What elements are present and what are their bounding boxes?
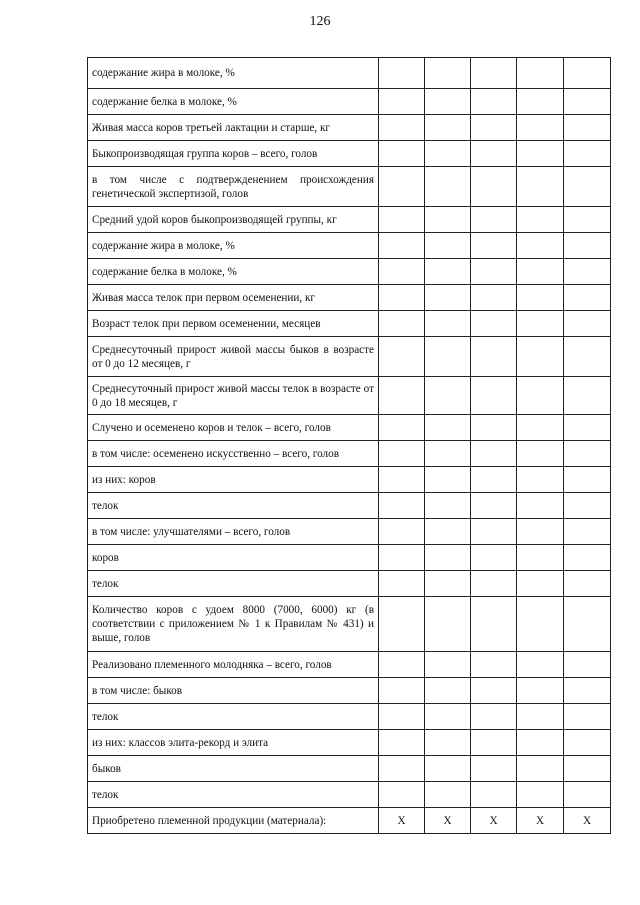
row-label: Реализовано племенного молодняка – всего, голов bbox=[88, 652, 379, 678]
value-cell bbox=[471, 597, 517, 652]
value-cell: X bbox=[517, 808, 564, 834]
table-row bbox=[88, 285, 611, 311]
table-row bbox=[88, 259, 611, 285]
value-cell bbox=[564, 441, 611, 467]
value-cell bbox=[471, 233, 517, 259]
row-label: в том числе с подтвержденением происхождения генетической экспертизой, голов bbox=[88, 167, 379, 207]
value-cell bbox=[379, 597, 425, 652]
value-cell bbox=[564, 571, 611, 597]
value-cell bbox=[517, 571, 564, 597]
table-body bbox=[88, 58, 611, 834]
value-cell bbox=[379, 89, 425, 115]
value-cell bbox=[564, 652, 611, 678]
value-cell bbox=[471, 545, 517, 571]
value-cell bbox=[564, 377, 611, 415]
row-label: содержание жира в молоке, % bbox=[88, 233, 379, 259]
row-label: Быкопроизводящая группа коров – всего, голов bbox=[88, 141, 379, 167]
value-cell bbox=[379, 467, 425, 493]
value-cell bbox=[471, 285, 517, 311]
value-cell bbox=[517, 597, 564, 652]
value-cell bbox=[471, 571, 517, 597]
value-cell bbox=[379, 337, 425, 377]
value-cell bbox=[425, 141, 471, 167]
row-label: быков bbox=[88, 756, 379, 782]
table-row bbox=[88, 756, 611, 782]
value-cell bbox=[471, 519, 517, 545]
value-cell bbox=[379, 233, 425, 259]
value-cell bbox=[379, 207, 425, 233]
value-cell bbox=[471, 782, 517, 808]
row-label: Среднесуточный прирост живой массы телок в возрасте от 0 до 18 месяцев, г bbox=[88, 377, 379, 415]
value-cell bbox=[425, 571, 471, 597]
value-cell bbox=[564, 337, 611, 377]
table-row bbox=[88, 141, 611, 167]
value-cell: X bbox=[425, 808, 471, 834]
value-cell bbox=[517, 58, 564, 89]
row-label: Средний удой коров быкопроизводящей группы, кг bbox=[88, 207, 379, 233]
value-cell bbox=[379, 141, 425, 167]
value-cell: X bbox=[564, 808, 611, 834]
value-cell bbox=[425, 441, 471, 467]
table-row bbox=[88, 58, 611, 89]
table-row bbox=[88, 808, 611, 834]
value-cell bbox=[564, 493, 611, 519]
table-row bbox=[88, 571, 611, 597]
value-cell bbox=[471, 467, 517, 493]
value-cell bbox=[517, 311, 564, 337]
value-cell bbox=[471, 89, 517, 115]
livestock-report-table bbox=[87, 57, 611, 834]
value-cell bbox=[379, 493, 425, 519]
table-row bbox=[88, 678, 611, 704]
value-cell bbox=[517, 652, 564, 678]
value-cell bbox=[564, 545, 611, 571]
value-cell bbox=[425, 89, 471, 115]
value-cell bbox=[517, 141, 564, 167]
row-label: Возраст телок при первом осеменении, месяцев bbox=[88, 311, 379, 337]
value-cell bbox=[564, 704, 611, 730]
value-cell bbox=[517, 441, 564, 467]
value-cell bbox=[471, 58, 517, 89]
value-cell bbox=[517, 704, 564, 730]
value-cell bbox=[564, 678, 611, 704]
value-cell bbox=[425, 467, 471, 493]
value-cell bbox=[425, 337, 471, 377]
value-cell bbox=[379, 652, 425, 678]
value-cell bbox=[564, 89, 611, 115]
value-cell bbox=[379, 311, 425, 337]
table-row bbox=[88, 115, 611, 141]
value-cell bbox=[564, 519, 611, 545]
value-cell bbox=[425, 285, 471, 311]
value-cell bbox=[471, 115, 517, 141]
value-cell bbox=[425, 377, 471, 415]
table-row bbox=[88, 233, 611, 259]
row-label: из них: коров bbox=[88, 467, 379, 493]
value-cell bbox=[517, 89, 564, 115]
value-cell bbox=[471, 678, 517, 704]
value-cell bbox=[425, 704, 471, 730]
value-cell bbox=[425, 782, 471, 808]
value-cell bbox=[471, 415, 517, 441]
table-row bbox=[88, 493, 611, 519]
row-label: содержание белка в молоке, % bbox=[88, 89, 379, 115]
value-cell bbox=[517, 115, 564, 141]
value-cell bbox=[379, 285, 425, 311]
value-cell bbox=[564, 415, 611, 441]
table-row bbox=[88, 311, 611, 337]
row-label: телок bbox=[88, 782, 379, 808]
value-cell bbox=[471, 311, 517, 337]
value-cell bbox=[425, 115, 471, 141]
value-cell bbox=[517, 467, 564, 493]
value-cell bbox=[471, 730, 517, 756]
value-cell bbox=[425, 597, 471, 652]
value-cell bbox=[379, 782, 425, 808]
value-cell bbox=[379, 756, 425, 782]
table-row bbox=[88, 167, 611, 207]
value-cell bbox=[379, 115, 425, 141]
value-cell bbox=[564, 782, 611, 808]
value-cell bbox=[517, 756, 564, 782]
value-cell bbox=[379, 571, 425, 597]
value-cell bbox=[564, 730, 611, 756]
value-cell bbox=[471, 207, 517, 233]
value-cell bbox=[425, 415, 471, 441]
value-cell bbox=[379, 678, 425, 704]
value-cell bbox=[517, 233, 564, 259]
value-cell bbox=[564, 597, 611, 652]
value-cell bbox=[379, 259, 425, 285]
value-cell bbox=[379, 441, 425, 467]
value-cell bbox=[425, 311, 471, 337]
row-label: Живая масса коров третьей лактации и старше, кг bbox=[88, 115, 379, 141]
value-cell: X bbox=[379, 808, 425, 834]
table-row bbox=[88, 652, 611, 678]
value-cell bbox=[425, 730, 471, 756]
table-row bbox=[88, 597, 611, 652]
table-row bbox=[88, 207, 611, 233]
value-cell bbox=[471, 337, 517, 377]
row-label: содержание белка в молоке, % bbox=[88, 259, 379, 285]
table-row bbox=[88, 730, 611, 756]
value-cell bbox=[471, 167, 517, 207]
value-cell bbox=[564, 207, 611, 233]
value-cell bbox=[471, 704, 517, 730]
value-cell bbox=[379, 415, 425, 441]
value-cell bbox=[517, 782, 564, 808]
value-cell bbox=[425, 167, 471, 207]
value-cell bbox=[517, 337, 564, 377]
row-label: коров bbox=[88, 545, 379, 571]
value-cell: X bbox=[471, 808, 517, 834]
value-cell bbox=[564, 115, 611, 141]
row-label: Живая масса телок при первом осеменении, кг bbox=[88, 285, 379, 311]
row-label: телок bbox=[88, 704, 379, 730]
table-row bbox=[88, 519, 611, 545]
value-cell bbox=[425, 652, 471, 678]
value-cell bbox=[564, 233, 611, 259]
value-cell bbox=[517, 207, 564, 233]
value-cell bbox=[471, 756, 517, 782]
value-cell bbox=[471, 493, 517, 519]
row-label: содержание жира в молоке, % bbox=[88, 58, 379, 89]
value-cell bbox=[517, 167, 564, 207]
row-label: телок bbox=[88, 571, 379, 597]
page-number: 126 bbox=[309, 14, 331, 29]
value-cell bbox=[379, 377, 425, 415]
value-cell bbox=[425, 207, 471, 233]
value-cell bbox=[425, 545, 471, 571]
value-cell bbox=[564, 58, 611, 89]
value-cell bbox=[425, 678, 471, 704]
value-cell bbox=[471, 141, 517, 167]
value-cell bbox=[517, 285, 564, 311]
value-cell bbox=[379, 167, 425, 207]
value-cell bbox=[379, 519, 425, 545]
value-cell bbox=[517, 259, 564, 285]
table-row bbox=[88, 441, 611, 467]
value-cell bbox=[379, 730, 425, 756]
value-cell bbox=[564, 259, 611, 285]
value-cell bbox=[471, 377, 517, 415]
table-row bbox=[88, 415, 611, 441]
row-label: в том числе: осеменено искусственно – всего, голов bbox=[88, 441, 379, 467]
row-label: в том числе: быков bbox=[88, 678, 379, 704]
table-row bbox=[88, 377, 611, 415]
value-cell bbox=[517, 377, 564, 415]
value-cell bbox=[517, 730, 564, 756]
value-cell bbox=[425, 233, 471, 259]
value-cell bbox=[564, 756, 611, 782]
value-cell bbox=[471, 259, 517, 285]
value-cell bbox=[517, 519, 564, 545]
table-row bbox=[88, 337, 611, 377]
value-cell bbox=[425, 493, 471, 519]
value-cell bbox=[564, 467, 611, 493]
table-row bbox=[88, 89, 611, 115]
row-label: телок bbox=[88, 493, 379, 519]
value-cell bbox=[379, 58, 425, 89]
table-row bbox=[88, 545, 611, 571]
value-cell bbox=[517, 678, 564, 704]
value-cell bbox=[425, 756, 471, 782]
value-cell bbox=[425, 259, 471, 285]
value-cell bbox=[564, 285, 611, 311]
value-cell bbox=[564, 141, 611, 167]
value-cell bbox=[379, 545, 425, 571]
value-cell bbox=[471, 441, 517, 467]
row-label: Среднесуточный прирост живой массы быков в возрасте от 0 до 12 месяцев, г bbox=[88, 337, 379, 377]
value-cell bbox=[517, 493, 564, 519]
value-cell bbox=[425, 58, 471, 89]
value-cell bbox=[471, 652, 517, 678]
table-row bbox=[88, 782, 611, 808]
value-cell bbox=[564, 311, 611, 337]
row-label: Приобретено племенной продукции (материала): bbox=[88, 808, 379, 834]
row-label: Количество коров с удоем 8000 (7000, 6000) кг (в соответствии с приложением № 1 к Правилам № 431) и выше, голов bbox=[88, 597, 379, 652]
value-cell bbox=[425, 519, 471, 545]
value-cell bbox=[379, 704, 425, 730]
value-cell bbox=[517, 545, 564, 571]
value-cell bbox=[517, 415, 564, 441]
row-label: Случено и осеменено коров и телок – всего, голов bbox=[88, 415, 379, 441]
table-row bbox=[88, 467, 611, 493]
value-cell bbox=[564, 167, 611, 207]
table-row bbox=[88, 704, 611, 730]
row-label: из них: классов элита-рекорд и элита bbox=[88, 730, 379, 756]
row-label: в том числе: улучшателями – всего, голов bbox=[88, 519, 379, 545]
